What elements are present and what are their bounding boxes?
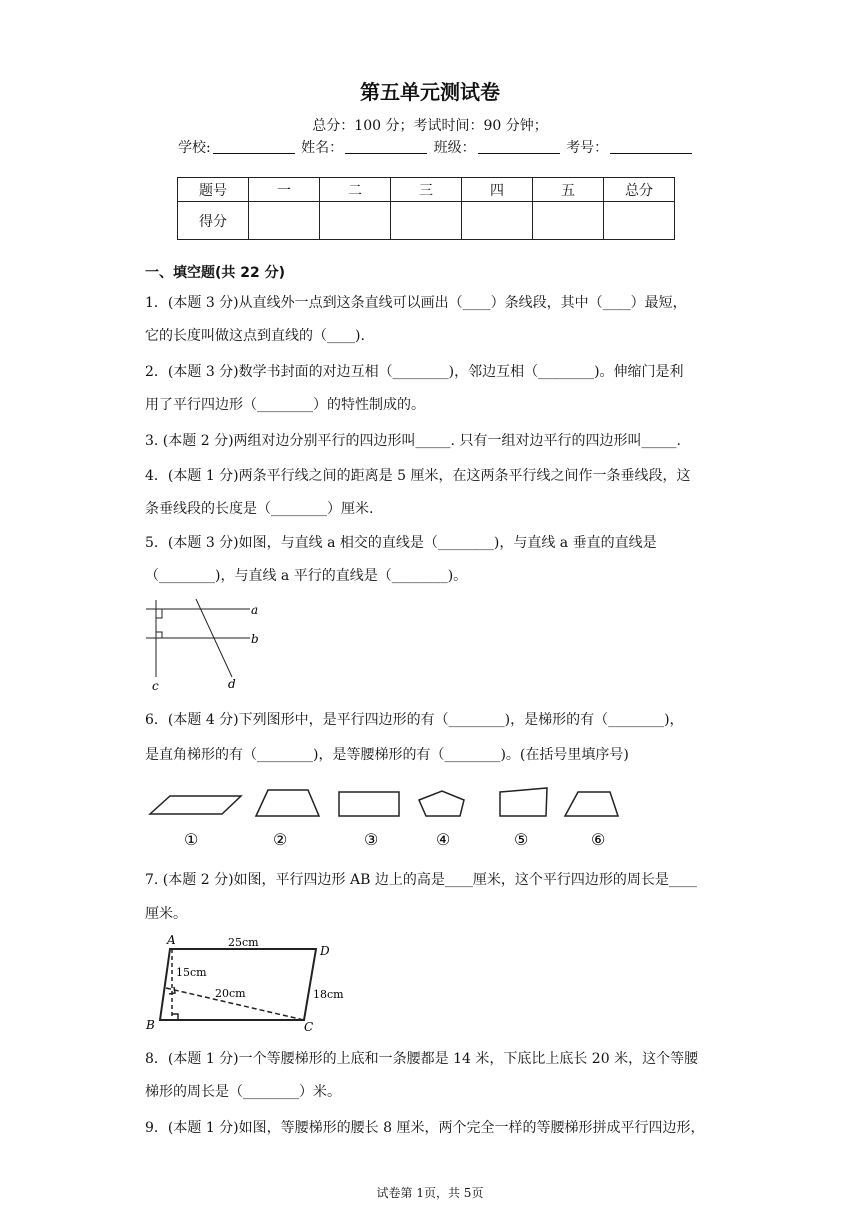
shape-label-3: ③ — [364, 830, 379, 849]
question-9-line-1: 9．(本题 1 分)如图，等腰梯形的腰长 8 厘米，两个完全一样的等腰梯形拼成平行四边形， — [145, 1120, 705, 1136]
question-2-line-1: 2．(本题 3 分)数学书封面的对边互相（________)，邻边互相（________)。伸缩门是利 — [145, 364, 684, 380]
shape-pentagon — [419, 791, 464, 816]
height-15-label: 15cm — [176, 966, 207, 979]
shape-trapezoid — [565, 792, 618, 816]
score-cell[interactable] — [604, 202, 675, 240]
parallelogram-abcd — [160, 949, 316, 1020]
label-b: b — [251, 632, 259, 646]
score-table — [177, 177, 675, 240]
q5-lines-figure — [140, 595, 280, 695]
score-table-header-cell: 二 — [320, 178, 391, 202]
question-7-line-1: 7. (本题 2 分)如图，平行四边形 AB 边上的高是____厘米，这个平行四边形的周长是____ — [145, 872, 697, 888]
shape-quadrilateral — [500, 788, 547, 816]
right-angle-mark — [156, 609, 162, 618]
class-label: 班级： — [433, 140, 476, 156]
score-table-header-cell: 五 — [533, 178, 604, 202]
name-label: 姓名： — [301, 140, 344, 156]
label-a: a — [251, 603, 259, 617]
vertex-d-label: D — [320, 944, 330, 958]
question-6-line-2: 是直角梯形的有（________)，是等腰梯形的有（________)。(在括号里填序号) — [145, 747, 629, 763]
label-d: d — [228, 677, 236, 691]
score-table-score-row — [178, 202, 675, 240]
question-6-line-1: 6．(本题 4 分)下列图形中，是平行四边形的有（________)，是梯形的有（________)， — [145, 712, 684, 728]
question-3-line-1: 3. (本题 2 分)两组对边分别平行的四边形叫_____. 只有一组对边平行的四边形叫_____. — [145, 433, 681, 449]
question-2-line-2: 用了平行四边形（________）的特性制成的。 — [145, 397, 425, 413]
shape-label-2: ② — [273, 830, 288, 849]
section-title: 一、填空题(共 22 分) — [145, 265, 286, 281]
score-table-header-cell: 一 — [249, 178, 320, 202]
right-angle-mark — [169, 987, 175, 994]
shape-parallelogram — [150, 796, 241, 814]
question-7-line-2: 厘米。 — [145, 906, 187, 922]
page-title: 第五单元测试卷 — [360, 80, 500, 104]
school-label: 学校: — [178, 140, 211, 156]
q7-parallelogram-figure — [140, 930, 360, 1040]
vertex-b-label: B — [146, 1018, 155, 1032]
id-label: 考号： — [566, 140, 609, 156]
student-info-line — [178, 137, 694, 157]
shape-isosceles-trapezoid — [256, 790, 319, 816]
score-cell[interactable] — [320, 202, 391, 240]
page-footer: 试卷第 1页，共 5页 — [376, 1186, 484, 1200]
question-5-line-1: 5．(本题 3 分)如图，与直线 a 相交的直线是（________)，与直线 a 垂直的直线是 — [145, 535, 657, 551]
score-cell[interactable] — [462, 202, 533, 240]
score-cell[interactable] — [533, 202, 604, 240]
height-20-label: 20cm — [215, 987, 246, 1000]
side-cd-label: 18cm — [313, 988, 344, 1001]
question-8-line-2: 梯形的周长是（________）米。 — [145, 1084, 341, 1100]
class-blank[interactable] — [478, 139, 560, 154]
id-blank[interactable] — [610, 139, 692, 154]
q6-shapes-figure — [140, 780, 650, 855]
score-table-header-cell: 总分 — [604, 178, 675, 202]
shape-label-4: ④ — [436, 830, 451, 849]
right-angle-mark — [156, 632, 162, 638]
score-cell[interactable] — [391, 202, 462, 240]
question-4-line-1: 4．(本题 1 分)两条平行线之间的距离是 5 厘米，在这两条平行线之间作一条垂线段，这 — [145, 468, 691, 484]
question-8-line-1: 8．(本题 1 分)一个等腰梯形的上底和一条腰都是 14 米，下底比上底长 20 米，这个等腰 — [145, 1051, 699, 1067]
school-blank[interactable] — [213, 139, 295, 154]
score-table-header-row — [178, 178, 675, 202]
vertex-a-label: A — [167, 933, 176, 947]
shape-label-1: ① — [184, 830, 199, 849]
score-table-header-cell: 题号 — [178, 178, 249, 202]
score-cell[interactable] — [249, 202, 320, 240]
score-row-label: 得分 — [178, 202, 249, 240]
question-5-line-2: （________)，与直线 a 平行的直线是（________)。 — [145, 568, 468, 584]
shape-label-6: ⑥ — [591, 830, 606, 849]
vertex-c-label: C — [304, 1020, 314, 1034]
shape-label-5: ⑤ — [514, 830, 529, 849]
question-1-line-1: 1．(本题 3 分)从直线外一点到这条直线可以画出（____）条线段，其中（____）最短， — [145, 295, 687, 311]
side-ad-label: 25cm — [228, 936, 259, 949]
exam-subtitle: 总分：100 分；考试时间：90 分钟； — [312, 118, 548, 134]
score-table-header-cell: 四 — [462, 178, 533, 202]
question-1-line-2: 它的长度叫做这点到直线的（____). — [145, 328, 365, 344]
question-4-line-2: 条垂线段的长度是（________）厘米. — [145, 501, 374, 517]
score-table-header-cell: 三 — [391, 178, 462, 202]
shape-rectangle — [339, 792, 399, 816]
name-blank[interactable] — [345, 139, 427, 154]
label-c: c — [152, 679, 159, 693]
